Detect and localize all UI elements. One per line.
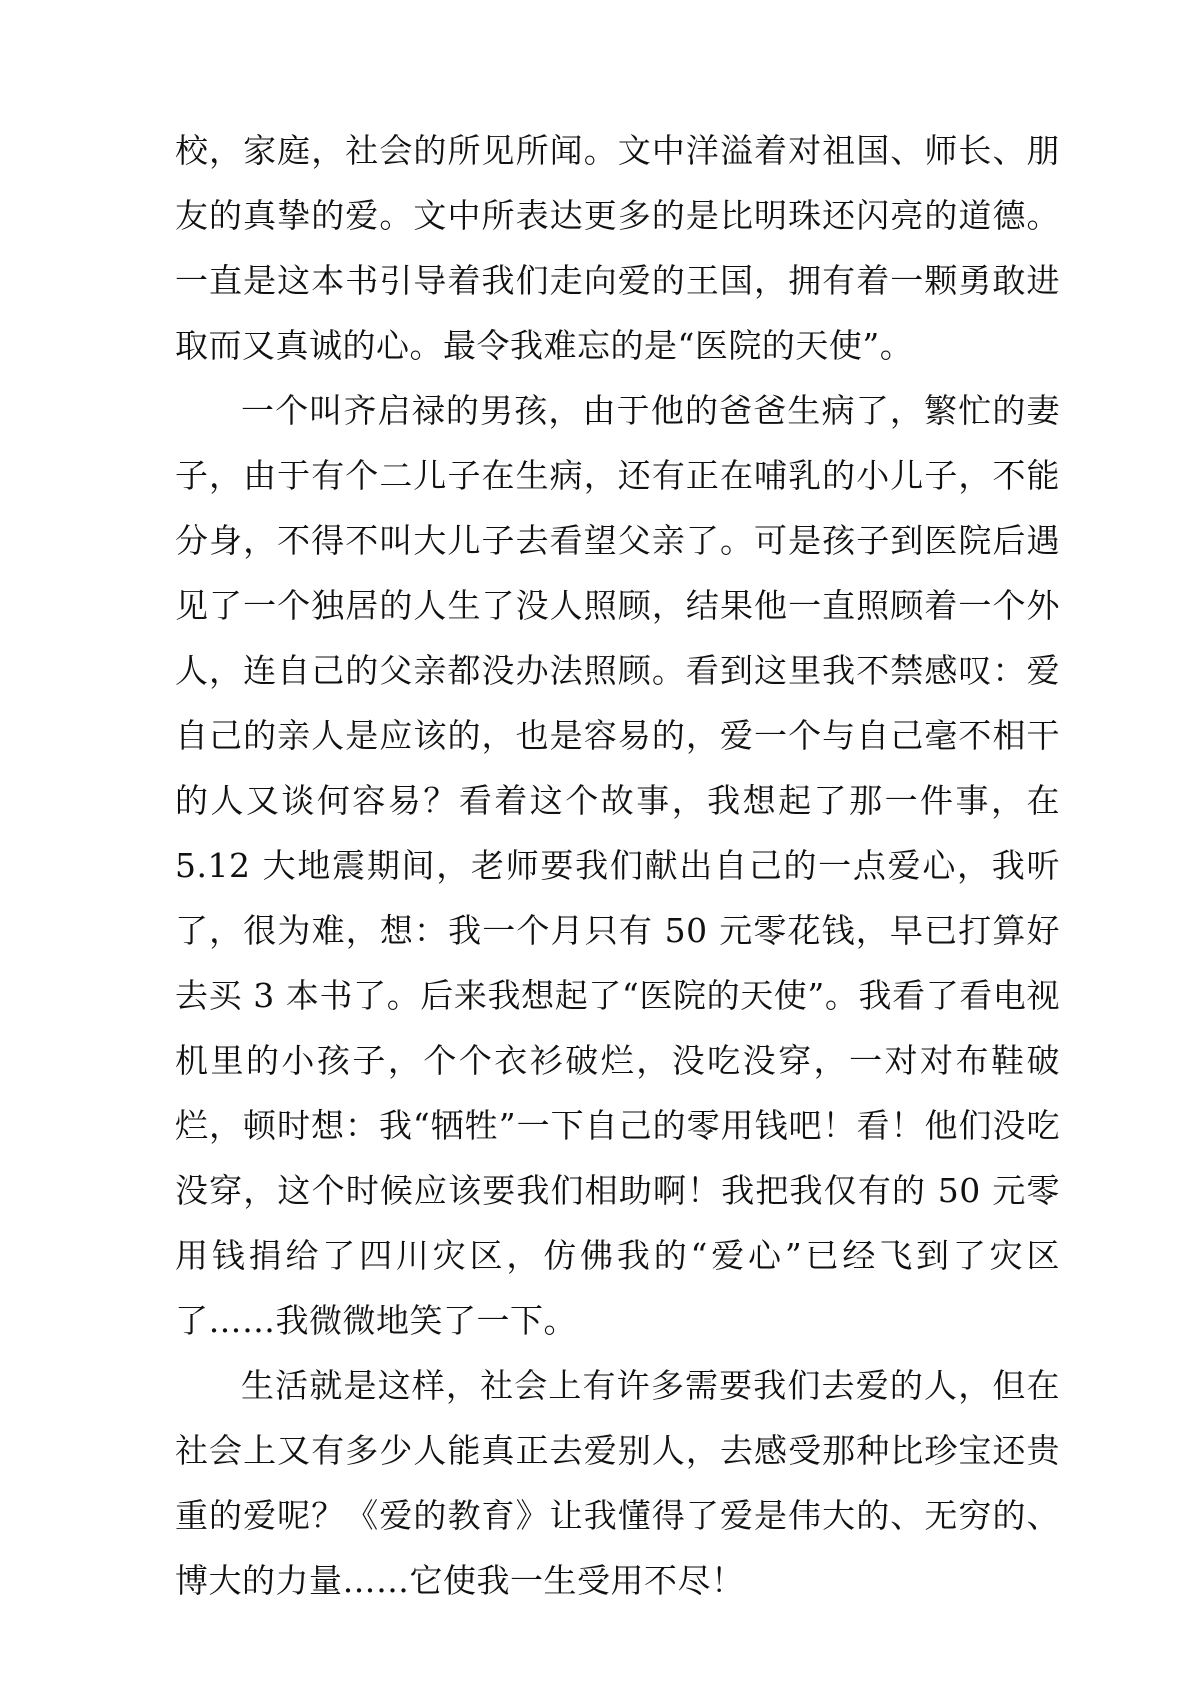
paragraph-1: 校，家庭，社会的所见所闻。文中洋溢着对祖国、师长、朋友的真挚的爱。文中所表达更多的是比明珠还闪亮的道德。一直是这本书引导着我们走向爱的王国，拥有着一颗勇敢进取而又真诚的心。最令我难忘的是“医院的天使”。 bbox=[175, 131, 1060, 365]
paragraph-3: 生活就是这样，社会上有许多需要我们去爱的人，但在社会上又有多少人能真正去爱别人，去感受那种比珍宝还贵重的爱呢？《爱的教育》让我懂得了爱是伟大的、无穷的、博大的力量……它使我一生受用不尽！ bbox=[175, 1366, 1060, 1600]
document-body bbox=[175, 118, 1060, 1613]
paragraph-2: 一个叫齐启禄的男孩，由于他的爸爸生病了，繁忙的妻子，由于有个二儿子在生病，还有正在哺乳的小儿子，不能分身，不得不叫大儿子去看望父亲了。可是孩子到医院后遇见了一个独居的人生了没人照顾，结果他一直照顾着一个外人，连自己的父亲都没办法照顾。看到这里我不禁感叹：爱自己的亲人是应该的，也是容易的，爱一个与自己毫不相干的人又谈何容易？看着这个故事，我想起了那一件事，在 5.12 大地震期间，老师要我们献出自己的一点爱心，我听了，很为难，想：我一个月只有 50 元零花钱，早已打算好去买 3 本书了。后来我想起了“医院的天使”。我看了看电视机里的小孩子，个个衣衫破烂，没吃没穿，一对对布鞋破烂，顿时想：我“牺牲”一下自己的零用钱吧！看！他们没吃没穿，这个时候应该要我们相助啊！我把我仅有的 50 元零用钱捐给了四川灾区，仿佛我的“爱心”已经飞到了灾区了……我微微地笑了一下。 bbox=[175, 391, 1060, 1340]
